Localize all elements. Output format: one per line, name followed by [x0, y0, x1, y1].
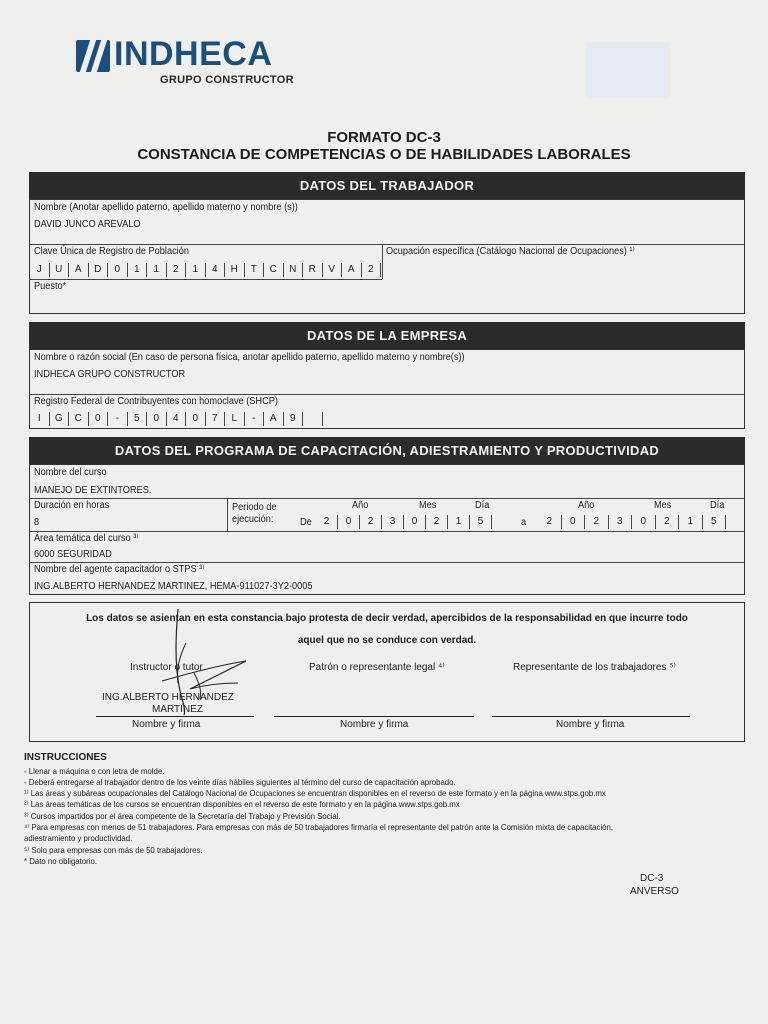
start-date-digit: 0: [404, 515, 426, 529]
de-label: De: [300, 517, 312, 528]
curp-char: 1: [128, 263, 148, 277]
rfc-char: 7: [206, 412, 226, 426]
curp-char: A: [342, 263, 362, 277]
start-date-cells[interactable]: [316, 515, 492, 529]
curp-char: 4: [206, 263, 226, 277]
start-dia-label: Día: [475, 500, 490, 511]
instruccion-line: ⁴⁾ Para empresas con menos de 51 trabajadores. Para empresas con más de 50 trabajadores firmaría el representante del patrón ante la Comisión mixta de capacitación,: [24, 822, 614, 832]
curp-char: 2: [167, 263, 187, 277]
curp-char: C: [264, 263, 284, 277]
rfc-char: 0: [186, 412, 206, 426]
ocupacion-label: Ocupación específica (Catálogo Nacional de Ocupaciones) ¹⁾: [386, 246, 635, 257]
curso-value[interactable]: MANEJO DE EXTINTORES.: [34, 485, 152, 496]
rfc-char: -: [108, 412, 128, 426]
logo-icon: [76, 40, 110, 72]
instructor-name-line-2: MARTINEZ: [152, 704, 203, 715]
end-date-digit: 0: [632, 515, 656, 529]
start-date-digit: 2: [316, 515, 338, 529]
footer-code: DC-3: [640, 873, 664, 884]
end-date-cells[interactable]: [538, 515, 726, 529]
rfc-char: -: [245, 412, 265, 426]
end-mes-label: Mes: [654, 500, 672, 511]
curp-char: N: [284, 263, 304, 277]
section-programa-box: [29, 464, 745, 595]
instruccion-line: adiestramiento y productividad.: [24, 833, 133, 843]
curp-char: R: [303, 263, 323, 277]
razon-social-label: Nombre o razón social (En caso de persona física, anotar apellido paterno, apellido materno y nombre(s)): [34, 352, 465, 363]
end-date-digit: 1: [679, 515, 703, 529]
representante-nombre-firma: Nombre y firma: [556, 719, 625, 730]
representante-label: Representante de los trabajadores ⁵⁾: [513, 662, 676, 673]
end-dia-label: Día: [710, 500, 725, 511]
curp-char: 2: [362, 263, 382, 277]
footer-side: ANVERSO: [630, 886, 679, 897]
section-trabajador-heading: DATOS DEL TRABAJADOR: [29, 172, 745, 199]
start-date-digit: 2: [426, 515, 448, 529]
curp-char: 0: [108, 263, 128, 277]
rfc-cells[interactable]: [30, 412, 323, 426]
end-date-digit: 5: [703, 515, 727, 529]
nombre-trabajador-value[interactable]: DAVID JUNCO AREVALO: [34, 219, 141, 230]
curp-char: 1: [186, 263, 206, 277]
curp-label: Clave Única de Registro de Población: [34, 246, 189, 257]
rfc-char: 9: [284, 412, 304, 426]
instrucciones-heading: INSTRUCCIONES: [24, 752, 107, 763]
instruccion-line: ²⁾ Las áreas temáticas de los cursos se encuentran disponibles en el reverso de este formato y en la página www.stps.gob.mx: [24, 799, 460, 809]
start-date-digit: 2: [360, 515, 382, 529]
curp-char: T: [245, 263, 265, 277]
periodo-label-2: ejecución:: [232, 514, 274, 525]
curso-label: Nombre del curso: [34, 467, 107, 478]
rfc-char: 5: [128, 412, 148, 426]
patron-label: Patrón o representante legal ⁴⁾: [309, 662, 445, 673]
start-date-digit: 5: [470, 515, 492, 529]
duracion-label: Duración en horas: [34, 500, 110, 511]
rfc-char: L: [225, 412, 245, 426]
agente-label: Nombre del agente capacitador o STPS ³⁾: [34, 564, 205, 575]
section-programa-heading: DATOS DEL PROGRAMA DE CAPACITACIÓN, ADIESTRAMIENTO Y PRODUCTIVIDAD: [29, 437, 745, 464]
instruccion-line: - Llenar a máquina o con letra de molde.: [24, 766, 165, 776]
patron-nombre-firma: Nombre y firma: [340, 719, 409, 730]
logo-subtitle: GRUPO CONSTRUCTOR: [160, 74, 294, 86]
section-empresa-heading: DATOS DE LA EMPRESA: [29, 322, 745, 349]
declaracion-line-2: aquel que no se conduce con verdad.: [297, 635, 477, 646]
section-firmas-box: [29, 602, 745, 742]
puesto-label: Puesto*: [34, 281, 67, 292]
curp-char: D: [89, 263, 109, 277]
rfc-char: [303, 412, 323, 426]
curp-char: V: [323, 263, 343, 277]
start-date-digit: 3: [382, 515, 404, 529]
instruccion-line: - Deberá entregarse al trabajador dentro de los veinte días hábiles siguientes al término del curso de capacitación aprobado.: [24, 777, 456, 787]
agente-value[interactable]: ING.ALBERTO HERNANDEZ MARTINEZ, HEMA-911027-3Y2-0005: [34, 581, 313, 592]
rfc-char: G: [50, 412, 70, 426]
end-date-digit: 3: [609, 515, 633, 529]
curp-char: A: [69, 263, 89, 277]
curp-char: U: [50, 263, 70, 277]
start-date-digit: 1: [448, 515, 470, 529]
curp-char: 1: [147, 263, 167, 277]
end-date-digit: 0: [562, 515, 586, 529]
curp-cells[interactable]: [30, 263, 381, 277]
rfc-char: I: [30, 412, 50, 426]
declaracion-line-1: Los datos se asientan en esta constancia bajo protesta de decir verdad, apercibidos de la responsabilidad en que incurre todo: [86, 613, 688, 624]
stamp-mark: [586, 42, 670, 98]
section-trabajador-box: [29, 199, 745, 314]
instructor-nombre-firma: Nombre y firma: [132, 719, 201, 730]
instruccion-line: ³⁾ Cursos impartidos por el área competente de la Secretaría del Trabajo y Previsión Social.: [24, 811, 341, 821]
curp-char: J: [30, 263, 50, 277]
start-mes-label: Mes: [419, 500, 437, 511]
instructor-name-line-1: ING.ALBERTO HERNANDEZ: [102, 692, 234, 703]
instruccion-line: ⁵⁾ Solo para empresas con más de 50 trabajadores.: [24, 845, 203, 855]
nombre-trabajador-label: Nombre (Anotar apellido paterno, apellido materno y nombre (s)): [34, 202, 298, 213]
duracion-value[interactable]: 8: [34, 517, 40, 528]
start-anio-label: Año: [352, 500, 369, 511]
rfc-char: 0: [89, 412, 109, 426]
razon-social-value[interactable]: INDHECA GRUPO CONSTRUCTOR: [34, 369, 186, 380]
area-value[interactable]: 6000 SEGURIDAD: [34, 549, 112, 560]
start-date-digit: 0: [338, 515, 360, 529]
a-label: a: [521, 517, 527, 528]
end-date-digit: 2: [656, 515, 680, 529]
area-label: Área temática del curso ³⁾: [34, 533, 139, 544]
instructor-label: Instructor o tutor: [130, 662, 203, 673]
section-empresa-box: [29, 349, 745, 429]
rfc-label: Registro Federal de Contribuyentes con homoclave (SHCP): [34, 396, 278, 407]
instruccion-line: ¹⁾ Las áreas y subáreas ocupacionales del Catálogo Nacional de Ocupaciones se encuentran disponibles en el reverso de este formato y en la página www.stps.gob.mx: [24, 788, 606, 798]
periodo-label-1: Periodo de: [232, 502, 277, 513]
rfc-char: 0: [147, 412, 167, 426]
instruccion-line: * Dato no obligatorio.: [24, 856, 98, 866]
curp-char: H: [225, 263, 245, 277]
end-date-digit: 2: [538, 515, 562, 529]
end-date-digit: 2: [585, 515, 609, 529]
form-subtitle: CONSTANCIA DE COMPETENCIAS O DE HABILIDADES LABORALES: [137, 146, 631, 163]
rfc-char: C: [69, 412, 89, 426]
rfc-char: 4: [167, 412, 187, 426]
rfc-char: A: [264, 412, 284, 426]
logo-text: INDHECA: [114, 35, 273, 73]
end-anio-label: Año: [578, 500, 595, 511]
form-title: FORMATO DC-3: [327, 129, 441, 146]
